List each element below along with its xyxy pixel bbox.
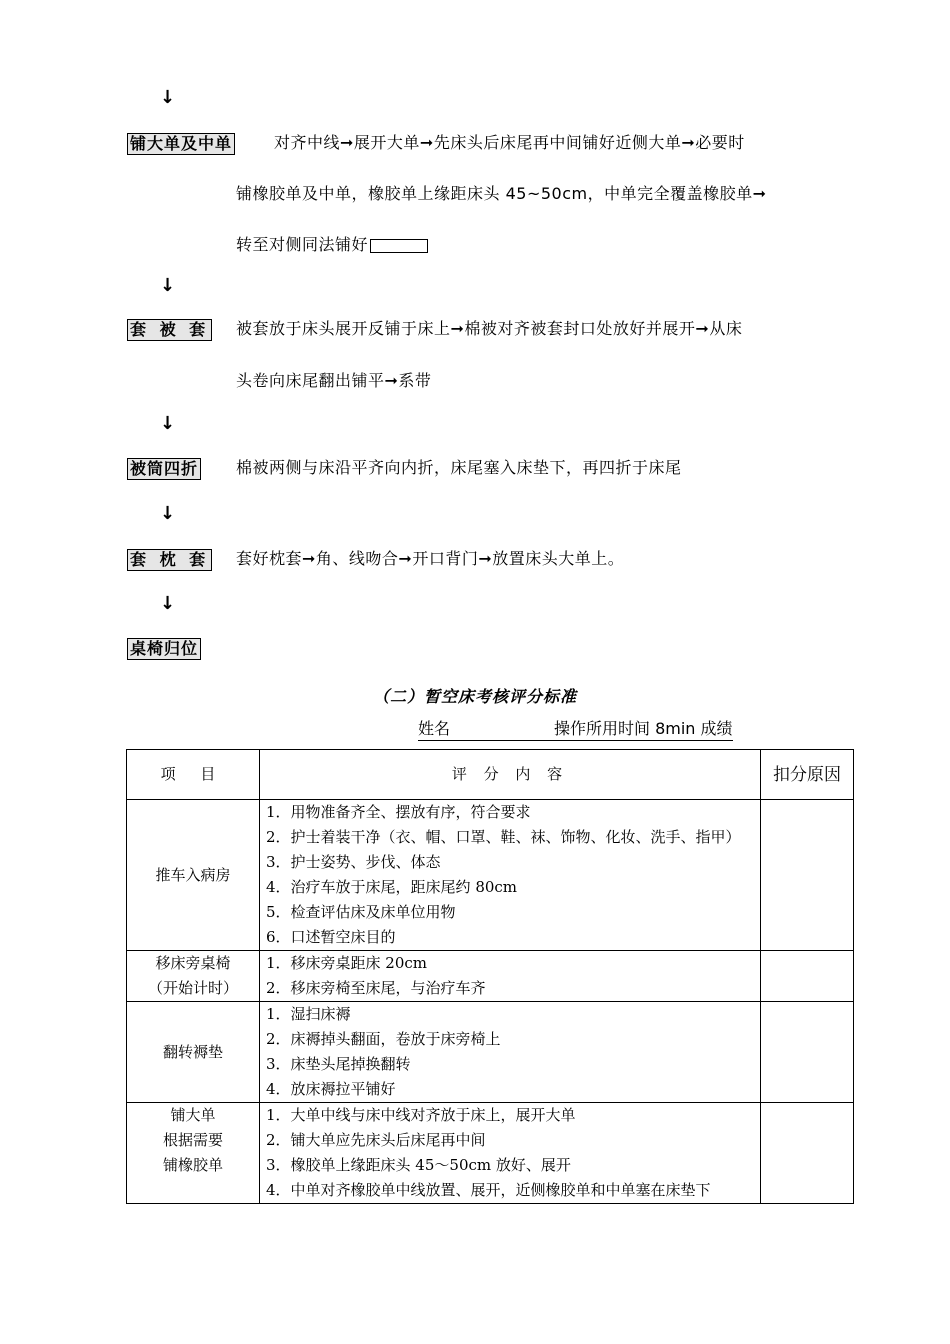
row-deduct-cell[interactable] bbox=[761, 800, 854, 951]
flow-arrow: ↓ bbox=[160, 503, 176, 524]
flow-arrow: ↓ bbox=[160, 275, 176, 296]
header-deduct: 扣分原因 bbox=[761, 750, 854, 800]
table-header-row bbox=[127, 750, 854, 800]
row-content: 1．用物准备齐全、摆放有序，符合要求 2．护士着装干净（衣、帽、口罩、鞋、袜、饰物、化妆、洗手、指甲） 3．护士姿势、步伐、体态 4．治疗车放于床尾，距床尾约 80cm 5．检查评估床及床单位用物 6．口述暂空床目的 bbox=[260, 800, 761, 951]
step-text-line: 棉被两侧与床沿平齐向内折，床尾塞入床垫下，再四折于床尾 bbox=[236, 458, 682, 477]
section-title: （二）暂空床考核评分标准 bbox=[372, 687, 577, 706]
row-deduct-cell[interactable] bbox=[761, 1103, 854, 1204]
step-label: 套 被 套 bbox=[127, 319, 212, 341]
step-text-line: 对齐中线➞展开大单➞先床头后床尾再中间铺好近侧大单➞必要时 bbox=[274, 133, 745, 152]
row-content: 1．大单中线与床中线对齐放于床上，展开大单 2．铺大单应先床头后床尾再中间 3．橡胶单上缘距床头 45～50cm 放好、展开 4．中单对齐橡胶单中线放置、展开，近侧橡胶单和中单塞在床垫下 bbox=[260, 1103, 761, 1204]
table-row bbox=[127, 1103, 854, 1204]
row-item: 推车入病房 bbox=[127, 800, 260, 951]
scoring-table bbox=[126, 749, 854, 1204]
step-text-line: 头卷向床尾翻出铺平➞系带 bbox=[236, 371, 432, 390]
name-label: 姓名 bbox=[418, 719, 451, 738]
step-label: 桌椅归位 bbox=[127, 638, 201, 660]
step-text: 转至对侧同法铺好 bbox=[236, 235, 369, 254]
row-deduct-cell[interactable] bbox=[761, 1002, 854, 1103]
name-time-row bbox=[418, 718, 733, 741]
row-content: 1．移床旁桌距床 20cm 2．移床旁椅至床尾，与治疗车齐 bbox=[260, 951, 761, 1002]
step-text-line: 套好枕套➞角、线吻合➞开口背门➞放置床头大单上。 bbox=[236, 549, 625, 568]
step-label: 铺大单及中单 bbox=[127, 133, 235, 155]
step-text-line bbox=[236, 234, 428, 256]
blank-box bbox=[370, 239, 428, 253]
row-item: 移床旁桌椅 （开始计时） bbox=[127, 951, 260, 1002]
row-item: 翻转褥垫 bbox=[127, 1002, 260, 1103]
step-label: 套 枕 套 bbox=[127, 549, 212, 571]
row-deduct-cell[interactable] bbox=[761, 951, 854, 1002]
step-text-line: 被套放于床头展开反铺于床上➞棉被对齐被套封口处放好并展开➞从床 bbox=[236, 319, 743, 338]
row-item: 铺大单 根据需要 铺橡胶单 bbox=[127, 1103, 260, 1204]
flow-arrow: ↓ bbox=[160, 87, 176, 108]
table-row bbox=[127, 1002, 854, 1103]
table-row bbox=[127, 800, 854, 951]
table-row bbox=[127, 951, 854, 1002]
step-label: 被筒四折 bbox=[127, 458, 201, 480]
row-content: 1．湿扫床褥 2．床褥掉头翻面，卷放于床旁椅上 3．床垫头尾掉换翻转 4．放床褥拉平铺好 bbox=[260, 1002, 761, 1103]
time-score-label: 操作所用时间 8min 成绩 bbox=[554, 719, 733, 738]
flow-arrow: ↓ bbox=[160, 413, 176, 434]
step-text-line: 铺橡胶单及中单，橡胶单上缘距床头 45~50cm，中单完全覆盖橡胶单➞ bbox=[236, 184, 767, 203]
flow-arrow: ↓ bbox=[160, 593, 176, 614]
header-item: 项 目 bbox=[127, 750, 260, 800]
header-content: 评 分 内 容 bbox=[260, 750, 761, 800]
